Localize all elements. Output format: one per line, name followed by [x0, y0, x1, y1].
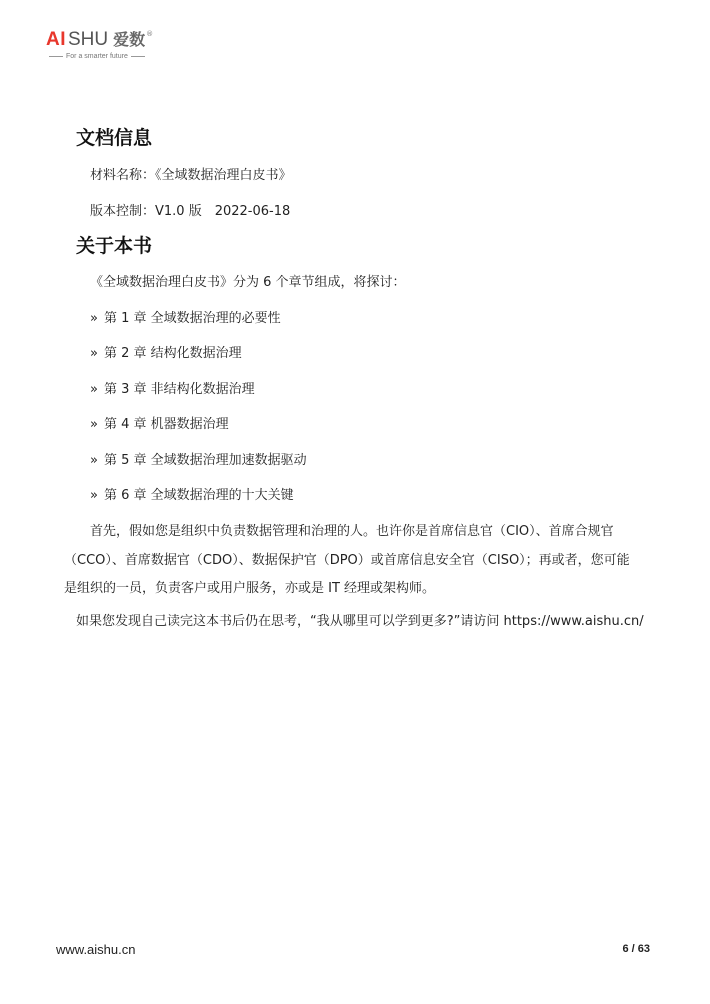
chapter-list-item: [90, 378, 255, 397]
chapter-list-item: [90, 413, 229, 432]
logo-tagline: [46, 53, 186, 60]
bullet-icon: »: [90, 488, 98, 503]
bullet-icon: »: [90, 453, 98, 468]
bullet-icon: »: [90, 417, 98, 432]
paragraph-line: （CCO）、首席数据官（CDO）、数据保护官（DPO）或首席信息安全官（CISO）；再或者，您可能: [64, 552, 630, 568]
registered-mark: ®: [146, 30, 154, 38]
chapter-label: 第 6 章 全域数据治理的十大关键: [103, 488, 294, 503]
logo-ai-text: AI: [46, 29, 66, 50]
bullet-icon: »: [90, 311, 98, 326]
tagline-rule-right: [131, 56, 145, 57]
chapter-list-item: [90, 342, 242, 361]
bullet-icon: »: [90, 346, 98, 361]
about-intro: 《全域数据治理白皮书》分为 6 个章节组成，将探讨：: [90, 275, 406, 290]
material-name: 材料名称：《全域数据治理白皮书》: [90, 168, 292, 183]
logo-shu-text: SHU: [68, 29, 109, 50]
about-heading: 关于本书: [76, 235, 153, 257]
learn-more-paragraph: 如果您发现自己读完这本书后仍在思考，“我从哪里可以学到更多?”请访问 https://www.aishu.cn/: [76, 614, 644, 629]
paragraph-line: 是组织的一员，负责客户或用户服务，亦或是 IT 经理或架构师。: [64, 581, 436, 596]
version-control: 版本控制：V1.0 版 2022-06-18: [90, 204, 291, 219]
tagline-text: For a smarter future: [66, 53, 128, 60]
chapter-list-item: [90, 307, 281, 326]
page-number: 6 / 63: [622, 943, 650, 955]
chapter-label: 第 5 章 全域数据治理加速数据驱动: [103, 453, 307, 468]
tagline-rule-left: [49, 56, 63, 57]
chapter-label: 第 1 章 全域数据治理的必要性: [103, 311, 281, 326]
chapter-list-item: [90, 484, 294, 503]
bullet-icon: »: [90, 382, 98, 397]
audience-paragraph: [64, 518, 654, 604]
chapter-label: 第 4 章 机器数据治理: [103, 417, 229, 432]
chapter-label: 第 3 章 非结构化数据治理: [103, 382, 255, 397]
chapter-list-item: [90, 449, 307, 468]
aishu-logo: [46, 30, 186, 66]
logo-chinese-text: 爱数: [113, 30, 146, 49]
chapter-label: 第 2 章 结构化数据治理: [103, 346, 242, 361]
doc-info-heading: 文档信息: [76, 127, 153, 149]
paragraph-line: 首先，假如您是组织中负责数据管理和治理的人。也许你是首席信息官（CIO）、首席合规官: [64, 524, 614, 539]
footer-url: www.aishu.cn: [56, 942, 136, 957]
